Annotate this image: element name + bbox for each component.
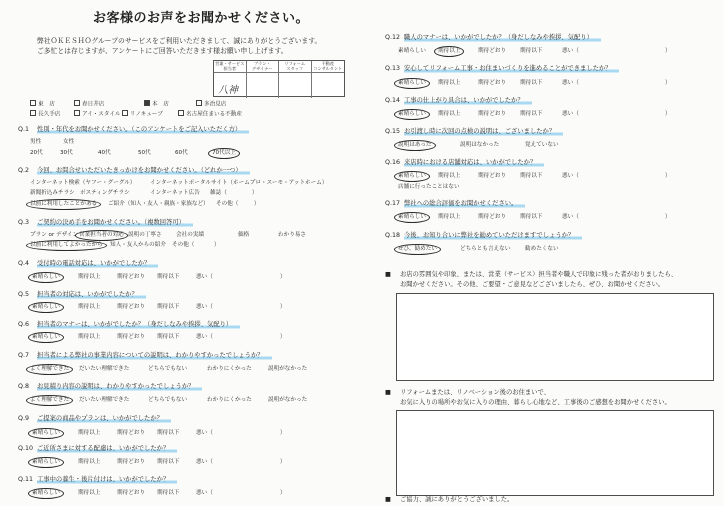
answer-option: 価格 — [238, 232, 250, 238]
answer-option: 悪い（ — [562, 80, 579, 86]
answer-option: 期待以上 — [78, 490, 101, 496]
answer-option: 30代 — [60, 150, 73, 156]
answer-option: どちらでもない — [148, 397, 188, 403]
store-name: 多治見店 — [204, 101, 227, 108]
store-name: 長久手店 — [38, 111, 61, 118]
comment-box-after-construction — [396, 410, 714, 496]
answer-option: 雑誌（ — [210, 190, 227, 196]
answer-option: どちらでもない — [148, 366, 188, 372]
question-number: Q.4 — [18, 260, 29, 267]
staff-header-reform: リフォーム スタッフ — [279, 61, 312, 73]
closing-paren: ） — [665, 173, 671, 179]
answer-option: 20代 — [30, 150, 43, 156]
closing-paren: ） — [280, 459, 286, 465]
answer-option: わかりにくかった — [207, 397, 252, 403]
selected-option: 素晴らしい — [32, 274, 60, 280]
question-number: Q.14 — [385, 97, 400, 104]
question-number: Q.13 — [385, 65, 400, 72]
answer-option: プラン or デザイン — [30, 232, 79, 238]
answer-option: 期待以下 — [157, 304, 180, 310]
answer-option: 男性 — [30, 139, 42, 145]
comment-box-impressions — [396, 293, 714, 381]
closing-paren: ） — [665, 48, 671, 54]
answer-option: 期待どおり — [117, 304, 145, 310]
question-text: 工事中の養生・後片付けは、いかがでしたか？ — [37, 477, 177, 484]
answer-option: 期待以下 — [520, 111, 543, 117]
closing-marker: ■ — [385, 496, 391, 503]
answer-option: だいたい理解できた — [79, 366, 130, 372]
closing-paren: ） — [280, 334, 286, 340]
question-text: 性別・年代をお聞かせください。（このアンケートをご記入いただく方） — [37, 127, 249, 134]
question-text: お引渡し時に次回の点検の説明は、ございましたか？ — [404, 129, 563, 136]
selected-option: 以前に利用してよかったから — [30, 242, 103, 248]
answer-option: インターネット広告 — [150, 190, 200, 196]
staff-cell-sales — [214, 73, 247, 98]
comment-prompt-line: リフォームまたは、リノベーション後のお住まいで、 — [400, 389, 550, 396]
selected-option: 素晴らしい — [398, 173, 426, 179]
answer-option: 期待以下 — [520, 48, 543, 54]
answer-option: 期待どおり — [117, 490, 145, 496]
answer-option: 期待どおり — [117, 274, 145, 280]
closing-paren: ） — [280, 304, 286, 310]
store-option — [74, 100, 104, 108]
checkbox — [122, 110, 128, 116]
checkbox — [74, 100, 80, 106]
answer-option: 悪い（ — [562, 173, 579, 179]
selected-option: 素晴らしい — [398, 214, 426, 220]
store-option — [74, 110, 121, 118]
answer-option: 期待どおり — [117, 430, 145, 436]
selected-option: 素晴らしい — [32, 430, 60, 436]
selected-option: 素晴らしい — [32, 304, 60, 310]
selected-option: 70代以上 — [212, 150, 236, 156]
answer-option: 悪い（ — [196, 430, 213, 436]
selected-option: 素晴らしい — [398, 111, 426, 117]
answer-option: 期待以下 — [520, 80, 543, 86]
question-text: ご近所さまに対する配慮は、いかがでしたか？ — [37, 446, 177, 453]
question-text: 弊社への総合評価をお聞かせください。 — [404, 201, 525, 208]
question-text: 今後、お知り合いに弊社を勧めていただけますでしょうか？ — [404, 233, 582, 240]
closing-paren: ） — [665, 111, 671, 117]
answer-option: 期待どおり — [478, 111, 506, 117]
selected-option: 素晴らしい — [32, 334, 60, 340]
page-title: お客様のお声をお聞かせください。 — [93, 11, 310, 26]
closing-paren: ） — [280, 274, 286, 280]
question-text: 担当者のマナーは、いかがでしたか？（身だしなみや挨拶、気配り） — [37, 322, 240, 329]
store-option — [30, 100, 55, 108]
handwritten-staff-name: 八神 — [218, 85, 238, 96]
answer-option: その他（ — [216, 201, 239, 207]
answer-option: 素晴らしい — [398, 48, 426, 54]
staff-header-sales: 営業・サービス 担当者 — [214, 61, 247, 73]
answer-option: 60代 — [175, 150, 188, 156]
answer-option: 勧めたくない — [525, 246, 559, 252]
answer-option: 期待以上 — [78, 430, 101, 436]
staff-table — [213, 60, 345, 97]
answer-option: 期待以上 — [438, 214, 461, 220]
answer-option: わかり易さ — [278, 232, 306, 238]
checkbox — [30, 100, 36, 106]
question-text: ご契約の決め手をお聞かせください。（複数回答可） — [37, 220, 193, 227]
staff-header-realestate: 不動産 コンサルタント — [312, 61, 345, 73]
answer-option: 女性 — [63, 139, 75, 145]
closing-paren: ） — [280, 490, 286, 496]
answer-option: 40代 — [98, 150, 111, 156]
answer-option: 期待以下 — [520, 173, 543, 179]
closing-paren: ） — [254, 201, 260, 207]
store-name: 春日井店 — [82, 101, 105, 108]
intro-line: ご多忙とは存じますが、アンケートにご回答いただきます様お願い申し上げます。 — [37, 47, 288, 55]
question-number: Q.3 — [18, 219, 29, 226]
store-option — [30, 110, 60, 118]
intro-line: 弊社ＯＫＥＳＨＯグループのサービスをご利用いただきまして、誠にありがとうございます。 — [37, 37, 322, 45]
answer-option: 説明がなかった — [268, 366, 308, 372]
staff-cell-designer — [247, 73, 280, 98]
selected-option: 期待以上 — [438, 48, 461, 54]
answer-option: 新聞折込みチラシ — [30, 190, 75, 196]
closing-paren: ） — [280, 430, 286, 436]
answer-option: 悪い（ — [196, 334, 213, 340]
closing-paren: ） — [665, 80, 671, 86]
answer-option: 悪い（ — [562, 214, 579, 220]
answer-option: 知人・友人からの紹介 — [110, 242, 166, 248]
answer-option: わかりにくかった — [207, 366, 252, 372]
answer-option: その他（ — [172, 242, 195, 248]
question-number: Q.15 — [385, 128, 400, 135]
question-number: Q.12 — [385, 34, 400, 41]
answer-option: だいたい理解できた — [79, 397, 130, 403]
selected-option: よく理解できた — [30, 397, 70, 403]
answer-option: 悪い（ — [562, 111, 579, 117]
selected-option: よく理解できた — [30, 366, 70, 372]
answer-option: 期待どおり — [478, 80, 506, 86]
answer-option: 期待以下 — [157, 334, 180, 340]
store-option — [122, 110, 163, 118]
staff-cell-realestate — [312, 73, 345, 98]
checkbox — [196, 100, 202, 106]
question-number: Q.11 — [18, 476, 33, 483]
answer-option: 期待どおり — [117, 459, 145, 465]
answer-option: 期待以上 — [78, 334, 101, 340]
question-text: 担当者による弊社の事業内容についての説明は、わかりやすかったでしょうか？ — [37, 353, 272, 360]
closing-paren: ） — [214, 242, 220, 248]
comment-marker: ■ — [385, 389, 391, 396]
answer-option: 店舗に行ったことはない — [398, 184, 460, 190]
question-text: お見積り内容の説明は、わかりやすかったでしょうか？ — [37, 384, 202, 391]
store-name: 本 店 — [152, 101, 169, 108]
selected-option: 素晴らしい — [32, 459, 60, 465]
question-text: 安心してリフォーム工事・お住まいづくりを進めることができましたか？ — [404, 66, 619, 73]
store-option — [178, 110, 242, 118]
question-number: Q.2 — [18, 167, 29, 174]
checkbox — [30, 110, 36, 116]
question-number: Q.8 — [18, 383, 29, 390]
answer-option: 期待以上 — [438, 80, 461, 86]
answer-option: ポスティングチラシ — [80, 190, 130, 196]
answer-option: 説明はなかった — [460, 142, 500, 148]
answer-option: 説明の丁寧さ — [128, 232, 162, 238]
answer-option: 50代 — [138, 150, 151, 156]
question-number: Q.18 — [385, 232, 400, 239]
question-number: Q.5 — [18, 291, 29, 298]
checkbox-checked — [144, 100, 150, 106]
checkbox — [74, 110, 80, 116]
answer-option: インターネット検索（ヤフー・グーグル） — [30, 180, 136, 186]
question-number: Q.17 — [385, 200, 400, 207]
closing-text: ご協力、誠にありがとうございました。 — [400, 496, 514, 503]
selected-option: 素晴らしい — [398, 80, 426, 86]
store-name: 名古屋住まいる不動産 — [186, 111, 242, 118]
answer-option: ご紹介（知人・友人・親族・家族など） — [108, 201, 209, 207]
answer-option: 期待以上 — [438, 173, 461, 179]
answer-option: どちらとも言えない — [460, 246, 511, 252]
question-number: Q.1 — [18, 126, 29, 133]
question-text: 受付時の電話対応は、いかがでしたか？ — [37, 261, 158, 268]
answer-option: 期待以下 — [520, 214, 543, 220]
answer-option: 悪い（ — [196, 274, 213, 280]
store-name: リノキューブ — [130, 111, 163, 118]
question-text: ご提案の商品やプランは、いかがでしたか？ — [37, 416, 171, 423]
answer-option: 期待以下 — [157, 490, 180, 496]
closing-paren: ） — [252, 190, 258, 196]
answer-option: 期待どおり — [478, 48, 506, 54]
store-name: アイ・スタイル — [82, 111, 121, 118]
answer-option: 期待以上 — [438, 111, 461, 117]
answer-option: 期待以下 — [157, 459, 180, 465]
answer-option: 悪い（ — [562, 48, 579, 54]
selected-option: 説明はあった — [398, 142, 432, 148]
question-number: Q.9 — [18, 415, 29, 422]
question-number: Q.16 — [385, 159, 400, 166]
question-text: 来店時における店舗対応は、いかがでしたか？ — [404, 160, 544, 167]
answer-option: 期待以下 — [157, 274, 180, 280]
answer-option: 悪い（ — [196, 490, 213, 496]
comment-prompt-line: お聞かせください。その他、ご要望・ご意見などございましたら、ぜひ、お聞かせください。 — [400, 281, 665, 288]
selected-option: 営業担当者の対応 — [79, 232, 124, 238]
selected-option: 以前に利用したことがある — [30, 201, 98, 207]
question-text: 工事の仕上がり具合は、いかがでしたか？ — [404, 98, 532, 105]
selected-option: 素晴らしい — [32, 490, 60, 496]
answer-option: 期待どおり — [478, 173, 506, 179]
selected-option: ぜひ、勧めたい — [398, 246, 437, 252]
question-number: Q.7 — [18, 352, 29, 359]
staff-header-designer: プラン・ デザイナー — [247, 61, 280, 73]
checkbox — [178, 110, 184, 116]
question-text: 職人のマナーは、いかがでしたか？（身だしなみや挨拶、気配り） — [404, 35, 601, 42]
question-number: Q.6 — [18, 321, 29, 328]
answer-option: 期待以下 — [157, 430, 180, 436]
question-text: 担当者の対応は、いかがでしたか？ — [37, 292, 146, 299]
store-option — [144, 100, 169, 108]
answer-option: 期待以上 — [78, 274, 101, 280]
answer-option: 会社の実績 — [176, 232, 204, 238]
store-name: 東 店 — [38, 101, 55, 108]
question-text: 今回、お問合せいただいたきっかけをお聞かせください。（どれか一つ） — [37, 168, 250, 175]
answer-option: 期待以上 — [78, 304, 101, 310]
answer-option: 覚えていない — [525, 142, 559, 148]
comment-prompt-line: お気に入りの場所やお気に入りの理由、暮らし心地など、工事後のご感想をお聞かせください。 — [400, 399, 671, 406]
answer-option: 説明がなかった — [268, 397, 308, 403]
store-option — [196, 100, 226, 108]
comment-marker: ■ — [385, 271, 391, 278]
staff-cell-reform — [279, 73, 312, 98]
comment-prompt-line: お店の雰囲気や印象、または、営業（サービス）担当者や職人で印象に残った者がおりましたら、 — [400, 271, 678, 278]
question-number: Q.10 — [18, 445, 33, 452]
answer-option: 期待どおり — [117, 334, 145, 340]
answer-option: 期待以上 — [78, 459, 101, 465]
answer-option: 悪い（ — [196, 304, 213, 310]
answer-option: 期待どおり — [478, 214, 506, 220]
answer-option: 悪い（ — [196, 459, 213, 465]
closing-paren: ） — [665, 214, 671, 220]
answer-option: インターネットポータルサイト（ホームプロ・スーモ・アットホーム） — [150, 180, 328, 186]
